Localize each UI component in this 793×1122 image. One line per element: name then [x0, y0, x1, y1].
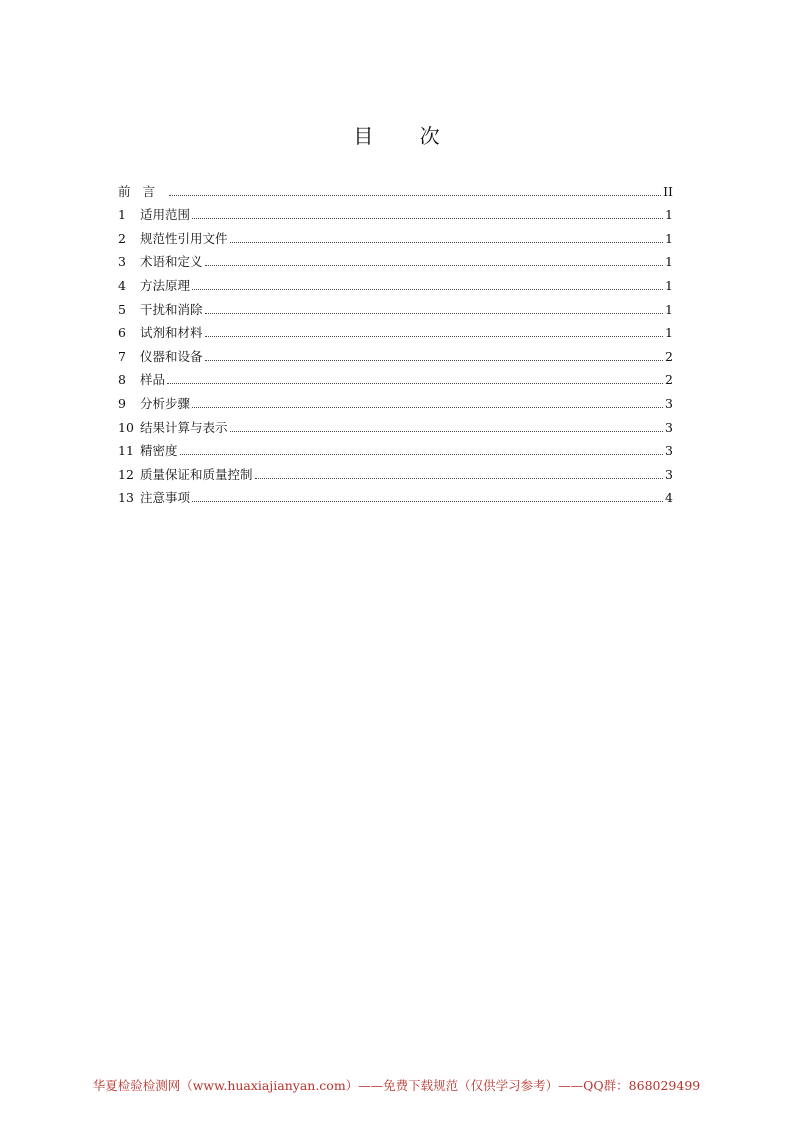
toc-entry[interactable] — [118, 200, 673, 224]
toc-entry-number: 6 — [118, 325, 126, 341]
table-of-contents — [118, 176, 673, 506]
toc-entry[interactable] — [118, 436, 673, 460]
toc-leader-dots — [169, 195, 661, 196]
toc-leader-dots — [205, 313, 664, 314]
toc-entry[interactable] — [118, 388, 673, 412]
toc-leader-dots — [192, 501, 663, 502]
toc-entry-number: 8 — [118, 372, 126, 388]
toc-entry-number: 11 — [118, 443, 134, 459]
toc-entry[interactable] — [118, 318, 673, 342]
toc-entry-number: 5 — [118, 301, 126, 317]
toc-entry-text: 样品 — [140, 372, 166, 388]
toc-entry[interactable] — [118, 412, 673, 436]
toc-leader-dots — [192, 407, 663, 408]
toc-leader-dots — [230, 242, 664, 243]
toc-entry-number: 4 — [118, 277, 126, 293]
toc-entry[interactable] — [118, 247, 673, 271]
toc-entry-text: 结果计算与表示 — [140, 419, 228, 435]
toc-leader-dots — [255, 478, 664, 479]
toc-entry-number: 9 — [118, 395, 126, 411]
toc-entry-page: 1 — [665, 277, 673, 293]
toc-entry[interactable] — [118, 459, 673, 483]
toc-entry-page: 3 — [665, 443, 673, 459]
toc-entry-page: 1 — [665, 207, 673, 223]
toc-entry-text: 精密度 — [140, 443, 178, 459]
toc-entry-text: 规范性引用文件 — [140, 230, 228, 246]
toc-entry-text: 试剂和材料 — [140, 325, 203, 341]
toc-entry-number: 10 — [118, 419, 134, 435]
toc-entry-number: 2 — [118, 230, 126, 246]
toc-entry-text: 注意事项 — [140, 490, 191, 506]
toc-entry-number: 7 — [118, 348, 126, 364]
toc-entry-number: 13 — [118, 490, 134, 506]
toc-entry-page: 1 — [665, 325, 673, 341]
toc-entry-page: II — [663, 183, 673, 199]
footer-watermark: 华夏检验检测网（www.huaxiajianyan.com）——免费下载规范（仅供学习参考）——QQ群：868029499 — [92, 1078, 701, 1093]
toc-entry-page: 2 — [665, 348, 673, 364]
page-title: 目 次 — [353, 124, 460, 148]
toc-entry-text: 干扰和消除 — [140, 301, 203, 317]
toc-leader-dots — [192, 218, 663, 219]
toc-leader-dots — [205, 336, 664, 337]
toc-entry-text: 术语和定义 — [140, 254, 203, 270]
toc-leader-dots — [205, 360, 664, 361]
toc-entry-page: 2 — [665, 372, 673, 388]
toc-entry[interactable] — [118, 483, 673, 507]
toc-leader-dots — [205, 265, 664, 266]
toc-leader-dots — [180, 454, 664, 455]
toc-entry-text: 仪器和设备 — [140, 348, 203, 364]
toc-entry-text: 前言 — [118, 183, 168, 199]
toc-entry[interactable] — [118, 270, 673, 294]
toc-entry-text: 质量保证和质量控制 — [140, 466, 253, 482]
toc-entry-page: 1 — [665, 254, 673, 270]
toc-entry-number: 1 — [118, 207, 126, 223]
toc-entry-number: 12 — [118, 466, 134, 482]
toc-entry-page: 3 — [665, 419, 673, 435]
toc-entry-page: 1 — [665, 230, 673, 246]
toc-entry-text: 方法原理 — [140, 277, 191, 293]
toc-entry[interactable] — [118, 341, 673, 365]
toc-entry-page: 1 — [665, 301, 673, 317]
toc-entry[interactable] — [118, 365, 673, 389]
toc-entry-preface[interactable] — [118, 176, 673, 200]
toc-entry[interactable] — [118, 294, 673, 318]
toc-leader-dots — [192, 289, 663, 290]
toc-entry-text: 适用范围 — [140, 207, 191, 223]
toc-entry-text: 分析步骤 — [140, 395, 191, 411]
toc-leader-dots — [230, 431, 664, 432]
toc-entry-page: 3 — [665, 466, 673, 482]
toc-entry-number: 3 — [118, 254, 126, 270]
toc-entry-page: 3 — [665, 395, 673, 411]
toc-leader-dots — [167, 383, 663, 384]
toc-entry-page: 4 — [665, 490, 673, 506]
toc-entry[interactable] — [118, 223, 673, 247]
